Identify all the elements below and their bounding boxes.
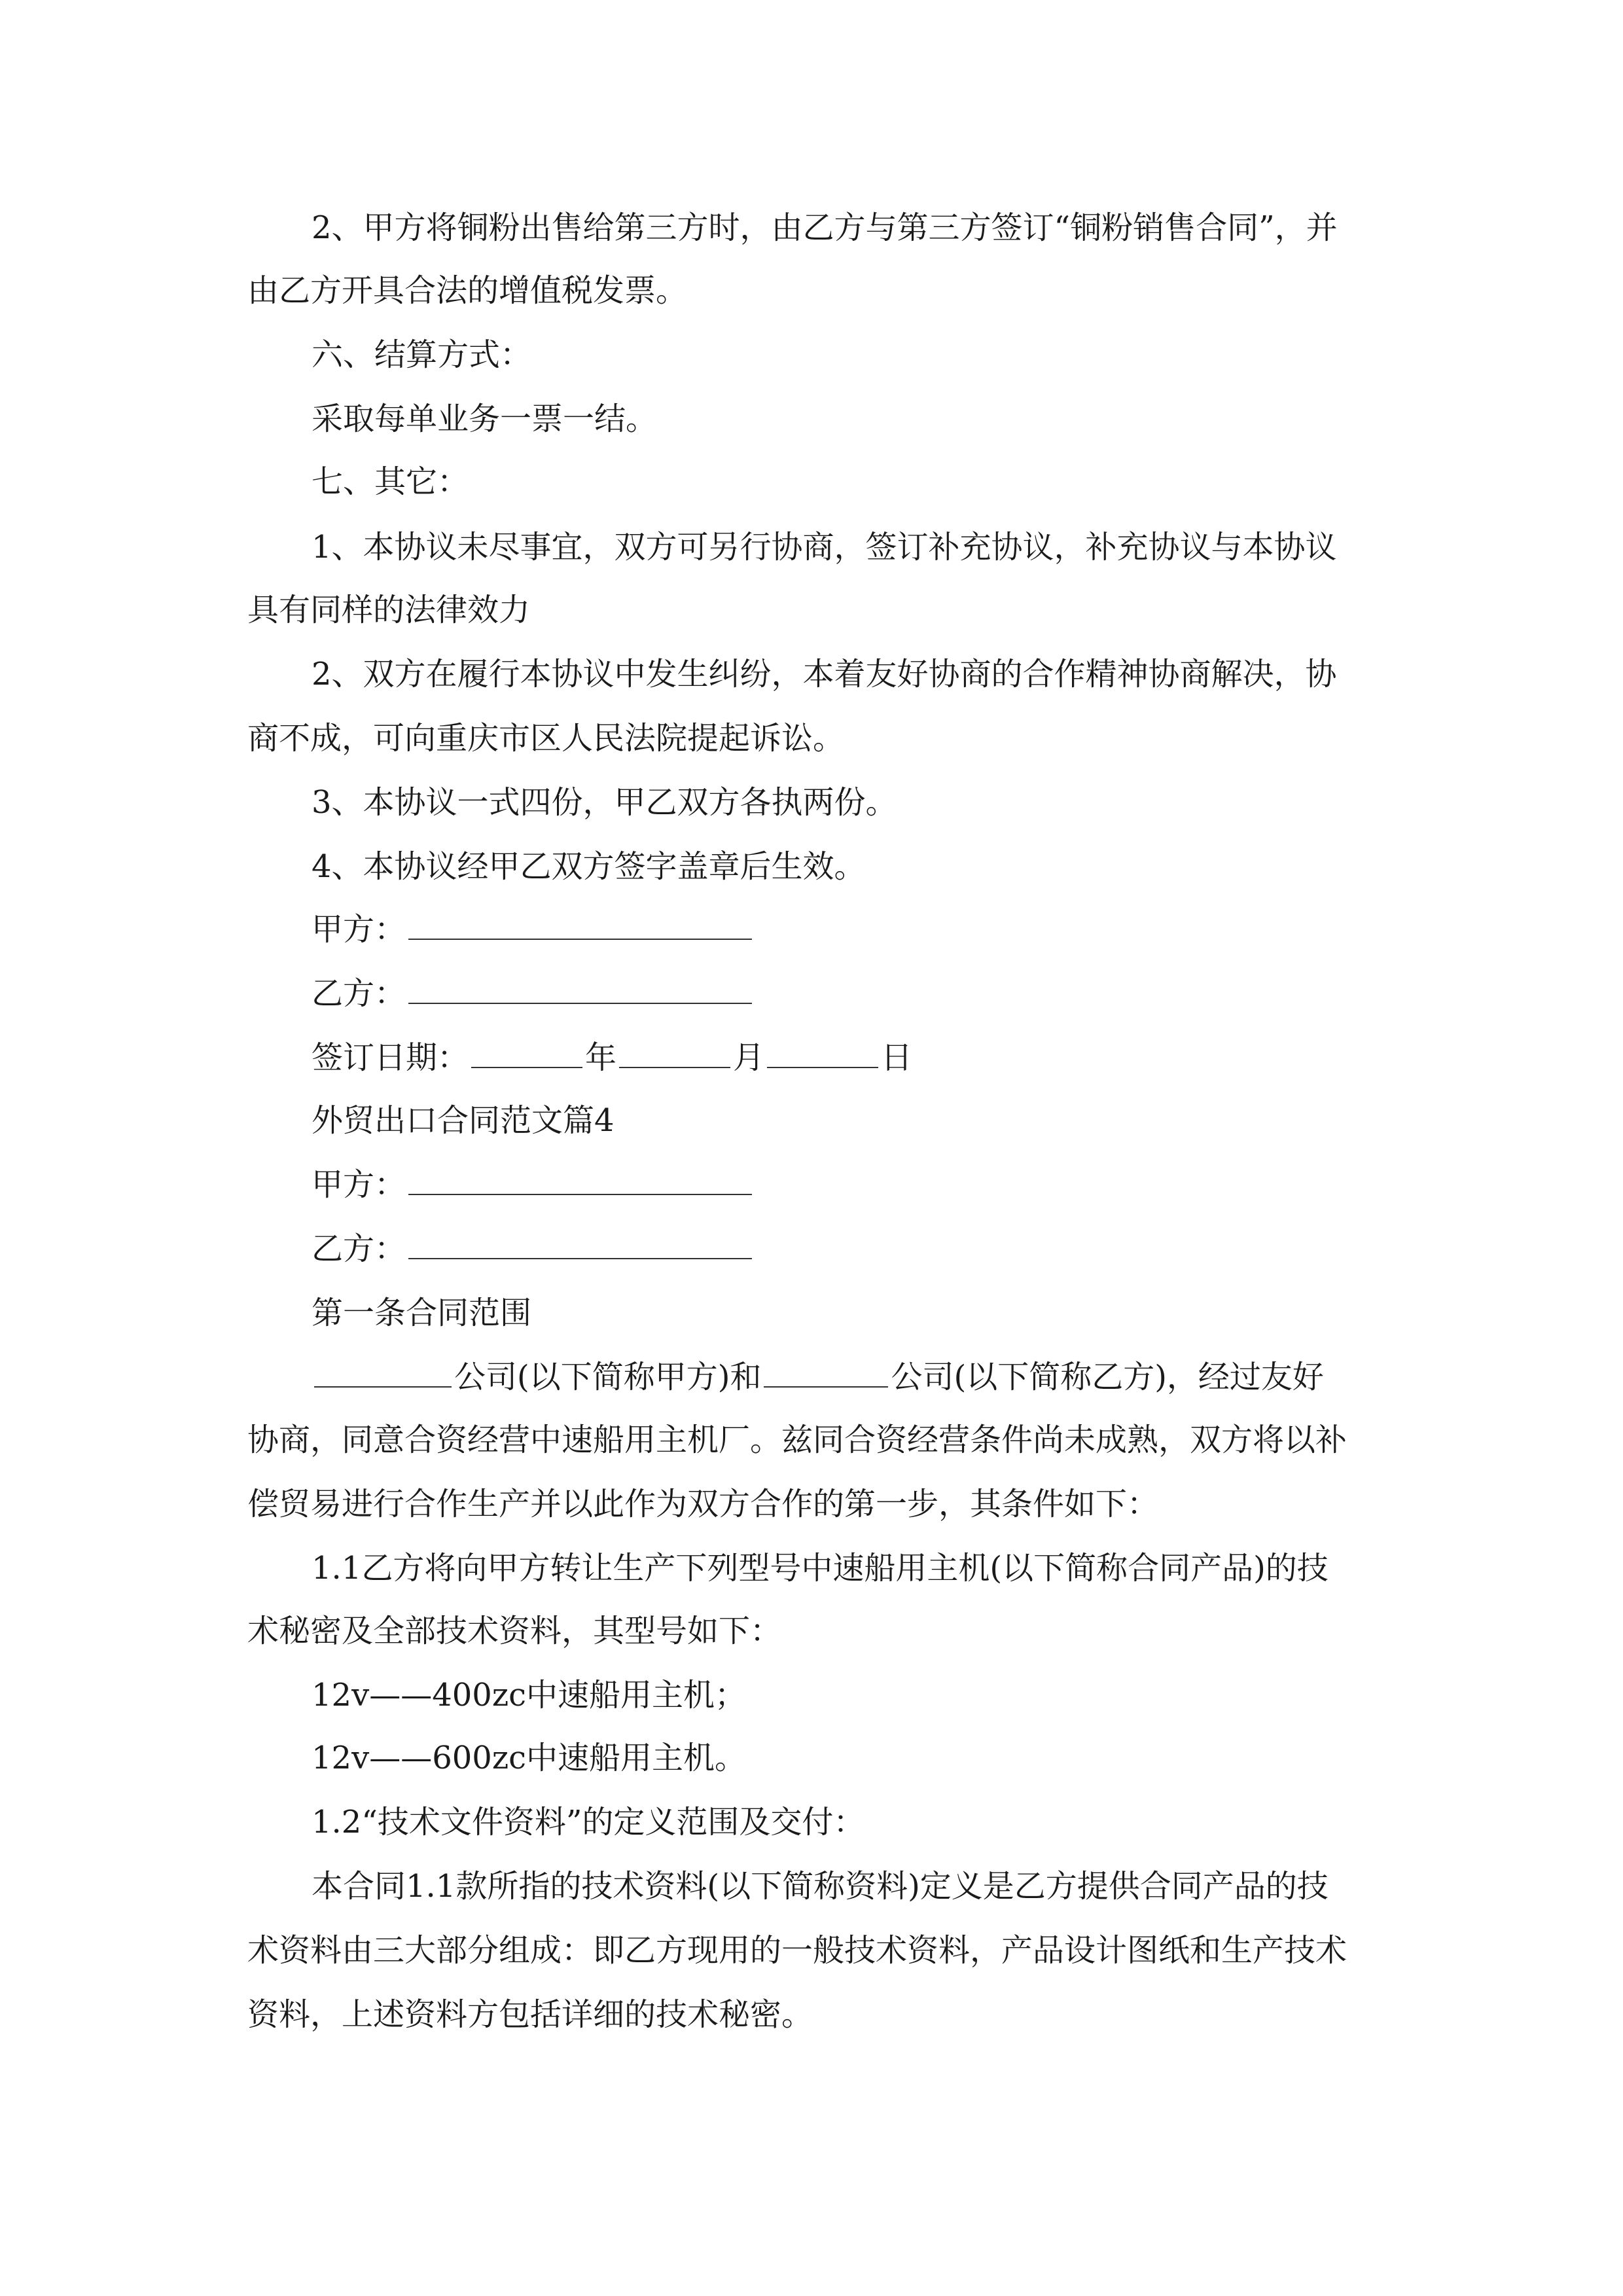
- signature-line-party-a: [312, 1165, 755, 1204]
- year-blank[interactable]: [471, 1041, 582, 1068]
- paragraph-line: 偿贸易进行合作生产并以此作为双方合作的第一步，其条件如下：: [247, 1486, 1159, 1522]
- signature-line-party-b: [312, 1229, 755, 1268]
- paragraph-line: 2、甲方将铜粉出售给第三方时，由乙方与第三方签订“铜粉销售合同”，并: [312, 209, 1338, 246]
- model-line: 12v——400zc中速船用主机；: [312, 1677, 746, 1713]
- paragraph-line: 1.1乙方将向甲方转让生产下列型号中速船用主机(以下简称合同产品)的技: [312, 1550, 1329, 1587]
- signature-blank[interactable]: [408, 977, 752, 1004]
- paragraph-line: 3、本协议一式四份，甲乙双方各执两份。: [312, 784, 897, 821]
- company-blank[interactable]: [764, 1360, 888, 1388]
- paragraph-line: 协商，同意合资经营中速船用主机厂。兹同合资经营条件尚未成熟，双方将以补: [247, 1422, 1347, 1458]
- article-heading: 第一条合同范围: [312, 1295, 532, 1331]
- paragraph-line: 1、本协议未尽事宜，双方可另行协商，签订补充协议，补充协议与本协议: [312, 529, 1337, 565]
- company-blank[interactable]: [314, 1360, 452, 1388]
- party-a-text: 公司(以下简称甲方)和: [454, 1359, 762, 1395]
- paragraph-line: 1.2“技术文件资料”的定义范围及交付：: [312, 1804, 865, 1840]
- signature-blank[interactable]: [408, 912, 752, 940]
- section-heading: 六、结算方式：: [312, 336, 532, 373]
- signature-label: 甲方：: [312, 911, 406, 948]
- paragraph-line: 本合同1.1款所指的技术资料(以下简称资料)定义是乙方提供合同产品的技: [312, 1868, 1329, 1905]
- signature-blank[interactable]: [408, 1168, 752, 1195]
- paragraph-line: 2、双方在履行本协议中发生纠纷，本着友好协商的合作精神协商解决，协: [312, 656, 1337, 692]
- party-b-text: 公司(以下简称乙方)，经过友好: [891, 1359, 1324, 1395]
- signature-label: 甲方：: [312, 1166, 406, 1203]
- paragraph-line: 4、本协议经甲乙双方签字盖章后生效。: [312, 848, 866, 885]
- day-blank[interactable]: [767, 1041, 878, 1068]
- day-label: 日: [881, 1039, 913, 1076]
- signature-label: 乙方：: [312, 975, 406, 1012]
- paragraph-line: 具有同样的法律效力: [247, 592, 531, 628]
- month-blank[interactable]: [619, 1041, 730, 1068]
- paragraph-line: [312, 1357, 1324, 1397]
- paragraph-line: 术秘密及全部技术资料，其型号如下：: [247, 1613, 782, 1649]
- section-title: 外贸出口合同范文篇4: [312, 1102, 615, 1139]
- signature-label: 乙方：: [312, 1230, 406, 1267]
- paragraph-line: 商不成，可向重庆市区人民法院提起诉讼。: [247, 720, 845, 757]
- signature-blank[interactable]: [408, 1232, 752, 1259]
- model-line: 12v——600zc中速船用主机。: [312, 1740, 746, 1776]
- month-label: 月: [733, 1039, 765, 1076]
- section-heading: 七、其它：: [312, 463, 469, 500]
- signature-line-party-b: [312, 974, 755, 1013]
- paragraph-line: 采取每单业务一票一结。: [312, 401, 658, 437]
- signing-date-line: [312, 1038, 912, 1077]
- year-label: 年: [585, 1039, 617, 1076]
- paragraph-line: 由乙方开具合法的增值税发票。: [247, 272, 688, 309]
- paragraph-line: 资料，上述资料方包括详细的技术秘密。: [247, 1996, 813, 2033]
- signature-line-party-a: [312, 910, 755, 949]
- date-label: 签订日期：: [312, 1039, 469, 1076]
- paragraph-line: 术资料由三大部分组成：即乙方现用的一般技术资料，产品设计图纸和生产技术: [247, 1932, 1347, 1969]
